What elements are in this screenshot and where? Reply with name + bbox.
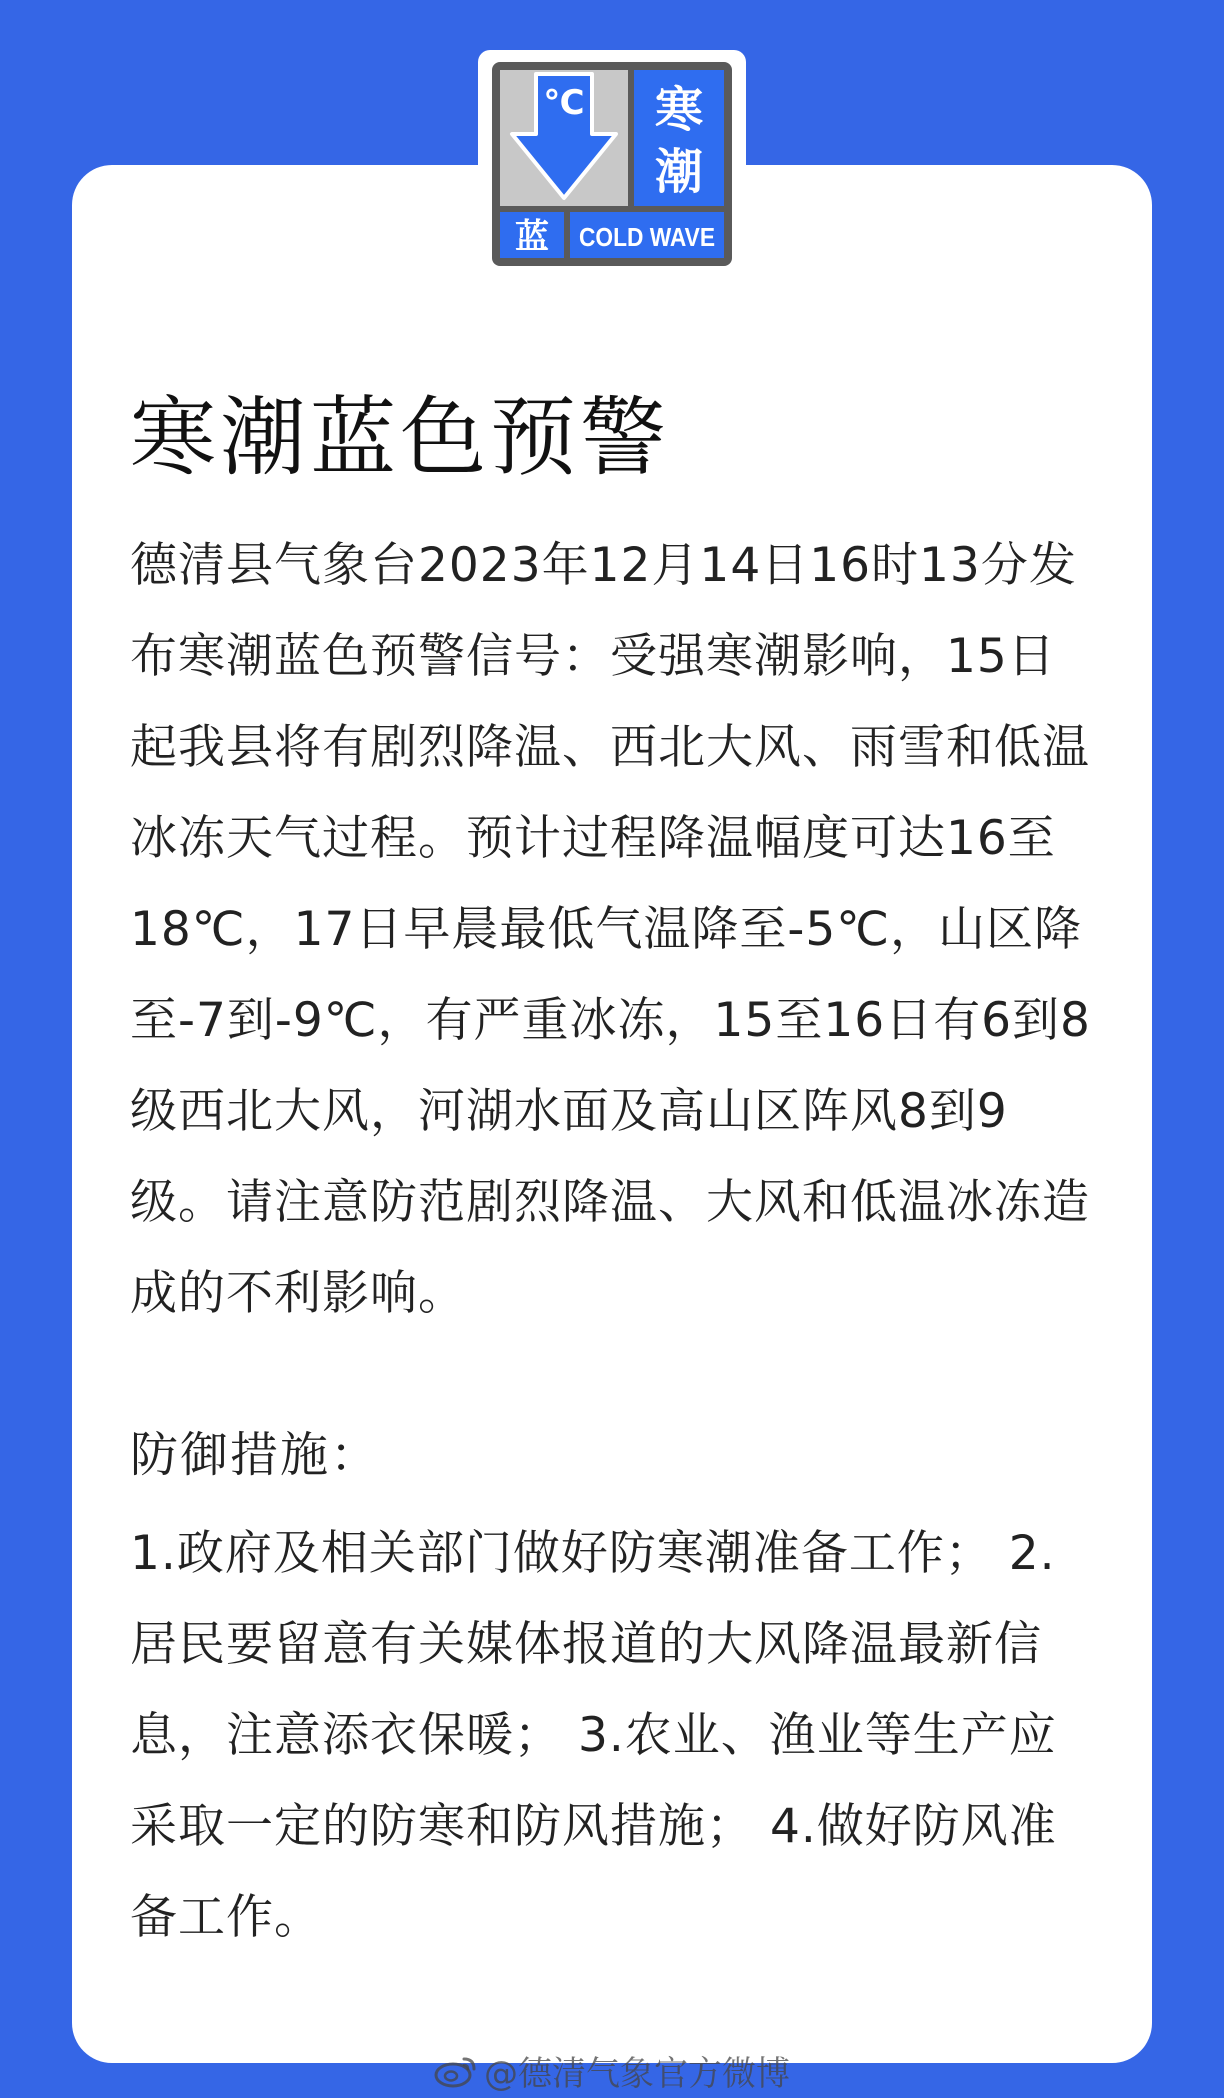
cold-wave-blue-signal-badge <box>478 50 746 278</box>
measures-heading: 防御措施： <box>130 1427 381 1483</box>
badge-name-char-2: 潮 <box>654 144 704 200</box>
warning-body: 德清县气象台2023年12月14日16时13分发布寒潮蓝色预警信号：受强寒潮影响，15日起我县将有剧烈降温、西北大风、雨雪和低温冰冻天气过程。预计过程降温幅度可达16至18℃，17日早晨最低气温降至-5℃，山区降至-7到-9℃，有严重冰冻，15至16日有6到8级西北大风，河湖水面及高山区阵风8到9级。请注意防范剧烈降温、大风和低温冰冻造成的不利影响。 <box>130 538 1091 1321</box>
measures-text: 1.政府及相关部门做好防寒潮准备工作； 2.居民要留意有关媒体报道的大风降温最新信息，注意添衣保暖； 3.农业、渔业等生产应采取一定的防寒和防风措施； 4.做好防风准备工作。 <box>130 1526 1057 1945</box>
badge-name-char-1: 寒 <box>654 82 704 138</box>
weibo-watermark <box>0 2046 1224 2095</box>
badge-unit-symbol: ℃ <box>543 83 585 123</box>
weibo-icon <box>434 2053 478 2089</box>
warning-title: 寒潮蓝色预警 <box>130 388 670 488</box>
badge-english-label: COLD WAVE <box>579 222 715 252</box>
badge-level-char: 蓝 <box>515 217 549 257</box>
watermark-handle: @德清气象官方微博 <box>484 2054 790 2094</box>
cold-wave-signal-icon <box>492 62 732 266</box>
